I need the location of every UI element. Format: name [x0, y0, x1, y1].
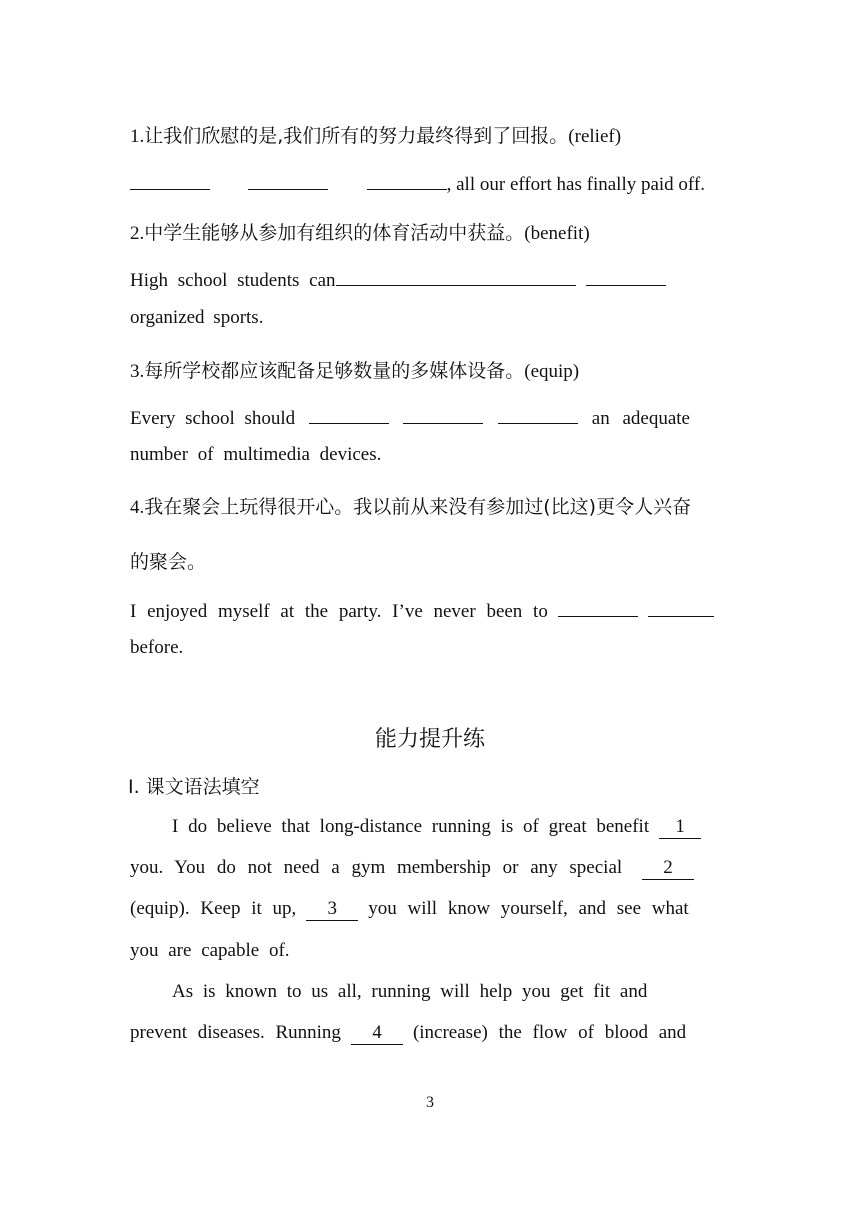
q4-number: 4. — [130, 497, 145, 518]
blank-3[interactable]: 3 — [306, 899, 358, 921]
q2-number: 2. — [130, 223, 145, 244]
q2-line2: organized sports. — [130, 307, 264, 328]
part1-label — [128, 772, 260, 799]
passage-text: you. You do not need a gym membership or any special — [130, 857, 623, 878]
answer-blank[interactable] — [248, 169, 328, 190]
q2-answer-line — [130, 265, 666, 292]
q3-prompt — [130, 356, 579, 383]
answer-blank[interactable] — [130, 169, 210, 190]
q4-prompt — [130, 492, 691, 519]
passage-text: (increase) the flow of blood and — [412, 1022, 687, 1043]
passage-line: you are capable of. — [130, 940, 290, 961]
q1-answer-line — [130, 169, 705, 196]
passage-text: (equip). Keep it up, — [130, 898, 297, 919]
passage-text: I do believe that long-distance running is of great benefit — [172, 816, 650, 837]
q1-number: 1. — [130, 126, 145, 147]
q3-lead-text: Every school should — [130, 407, 296, 429]
page-number: 3 — [426, 1094, 434, 1111]
q2-lead-text: High school students can — [130, 269, 336, 291]
q1-chinese: 让我们欣慰的是,我们所有的努力最终得到了回报。 — [144, 125, 569, 147]
answer-blank[interactable] — [648, 596, 714, 617]
q2-hint: (benefit) — [524, 223, 590, 244]
q3-answer-line — [130, 403, 690, 430]
q2-chinese: 中学生能够从参加有组织的体育活动中获益。 — [144, 222, 525, 244]
q1-prompt — [130, 121, 621, 148]
q3-number: 3. — [130, 361, 145, 382]
answer-blank[interactable] — [586, 265, 666, 286]
q1-hint: (relief) — [568, 126, 622, 147]
q1-tail-text: , all our effort has finally paid off. — [446, 173, 705, 195]
q2-prompt — [130, 218, 590, 245]
q4-lead-text: I enjoyed myself at the party. I’ve never been to — [130, 600, 548, 622]
q3-line2: number of multimedia devices. — [130, 444, 382, 465]
passage-line — [130, 1022, 686, 1045]
passage-line: As is known to us all, running will help you get fit and — [172, 981, 648, 1002]
q4-line2: before. — [130, 637, 184, 658]
q3-chinese: 每所学校都应该配备足够数量的多媒体设备。 — [144, 360, 525, 382]
answer-blank[interactable] — [558, 596, 638, 617]
answer-blank[interactable] — [336, 265, 576, 286]
passage-line — [130, 898, 689, 921]
q4-chinese-line2: 的聚会。 — [130, 551, 207, 573]
answer-blank[interactable] — [309, 403, 389, 424]
part1-label-text: Ⅰ. 课文语法填空 — [128, 776, 260, 798]
section-title: 能力提升练 — [374, 727, 485, 752]
blank-1[interactable]: 1 — [659, 817, 701, 839]
blank-4[interactable]: 4 — [351, 1023, 403, 1045]
q3-tail-text: an adequate — [591, 407, 690, 429]
passage-text: you will know yourself, and see what — [368, 898, 689, 919]
passage-line — [172, 816, 701, 839]
q4-answer-line — [130, 596, 714, 623]
answer-blank[interactable] — [367, 169, 447, 190]
passage-text: prevent diseases. Running — [130, 1022, 341, 1043]
q3-hint: (equip) — [524, 361, 580, 382]
answer-blank[interactable] — [498, 403, 578, 424]
blank-2[interactable]: 2 — [642, 858, 694, 880]
q4-chinese-line1: 我在聚会上玩得很开心。我以前从来没有参加过(比这)更令人兴奋 — [144, 496, 692, 518]
passage-line — [130, 857, 694, 880]
answer-blank[interactable] — [403, 403, 483, 424]
